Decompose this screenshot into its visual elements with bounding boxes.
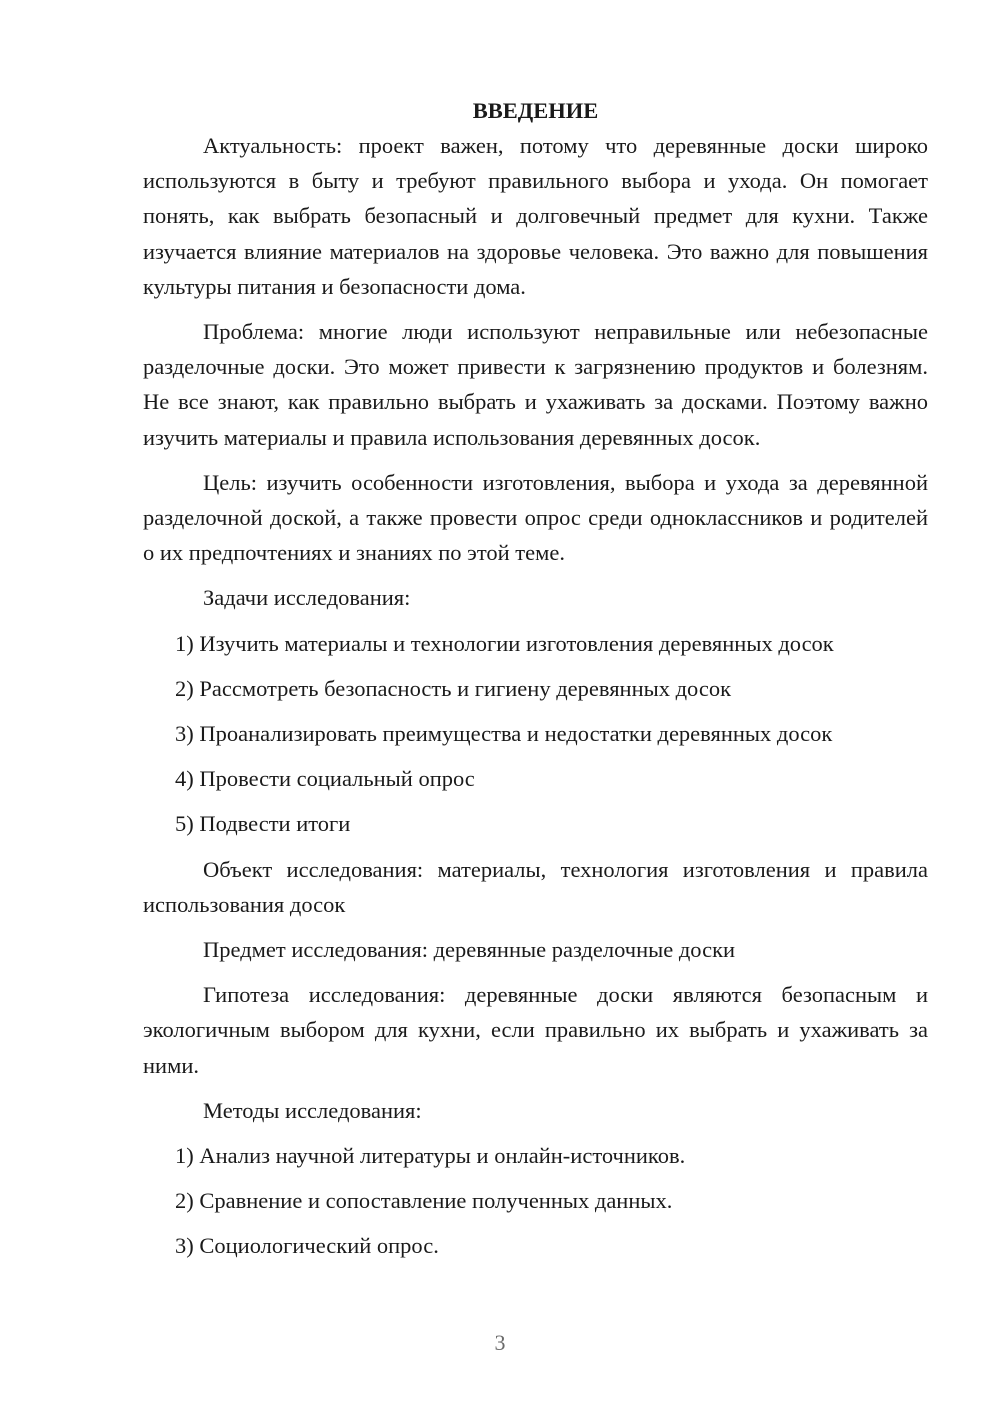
list-item: 3) Проанализировать преимущества и недостатки деревянных досок	[175, 721, 833, 747]
list-item: 3) Социологический опрос.	[175, 1233, 439, 1259]
document-page	[143, 93, 928, 1274]
page-title: ВВЕДЕНИЕ	[472, 98, 599, 123]
page-number: 3	[494, 1330, 506, 1355]
paragraph-hypothesis: Гипотеза исследования: деревянные доски являются безопасным и экологичным выбором для кухни, если правильно их выбрать и ухаживать за ними.	[143, 982, 928, 1078]
list-item: 2) Сравнение и сопоставление полученных данных.	[175, 1188, 673, 1214]
methods-heading: Методы исследования:	[203, 1097, 422, 1123]
list-item: 1) Изучить материалы и технологии изготовления деревянных досок	[175, 630, 834, 656]
paragraph-goal: Цель: изучить особенности изготовления, выбора и ухода за деревянной разделочной доской, а также провести опрос среди одноклассников и родителей о их предпочтениях и знаниях по этой теме.	[143, 469, 928, 566]
list-item: 5) Подвести итоги	[175, 811, 351, 837]
paragraph-object: Объект исследования: материалы, технология изготовления и правила использования досок	[143, 856, 928, 917]
paragraph-problem: Проблема: многие люди используют неправильные или небезопасные разделочные доски. Это может привести к загрязнению продуктов и болезням. Не все знают, как правильно выбрать и ухаживать за досками. Поэтому важно изучить материалы и правила использования деревянных досок.	[143, 319, 928, 450]
paragraph-relevance: Актуальность: проект важен, потому что деревянные доски широко используются в быту и требуют правильного выбора и ухода. Он помогает понять, как выбрать безопасный и долговечный предмет для кухни. Также изучается влияние материалов на здоровье человека. Это важно для повышения культуры питания и безопасности дома.	[143, 133, 928, 299]
list-item: 2) Рассмотреть безопасность и гигиену деревянных досок	[175, 675, 732, 701]
list-item: 4) Провести социальный опрос	[175, 766, 475, 792]
paragraph-subject: Предмет исследования: деревянные разделочные доски	[203, 937, 736, 963]
list-item: 1) Анализ научной литературы и онлайн-источников.	[175, 1143, 686, 1169]
tasks-heading: Задачи исследования:	[203, 585, 411, 611]
tasks-list	[143, 626, 928, 842]
methods-list	[143, 1138, 928, 1264]
